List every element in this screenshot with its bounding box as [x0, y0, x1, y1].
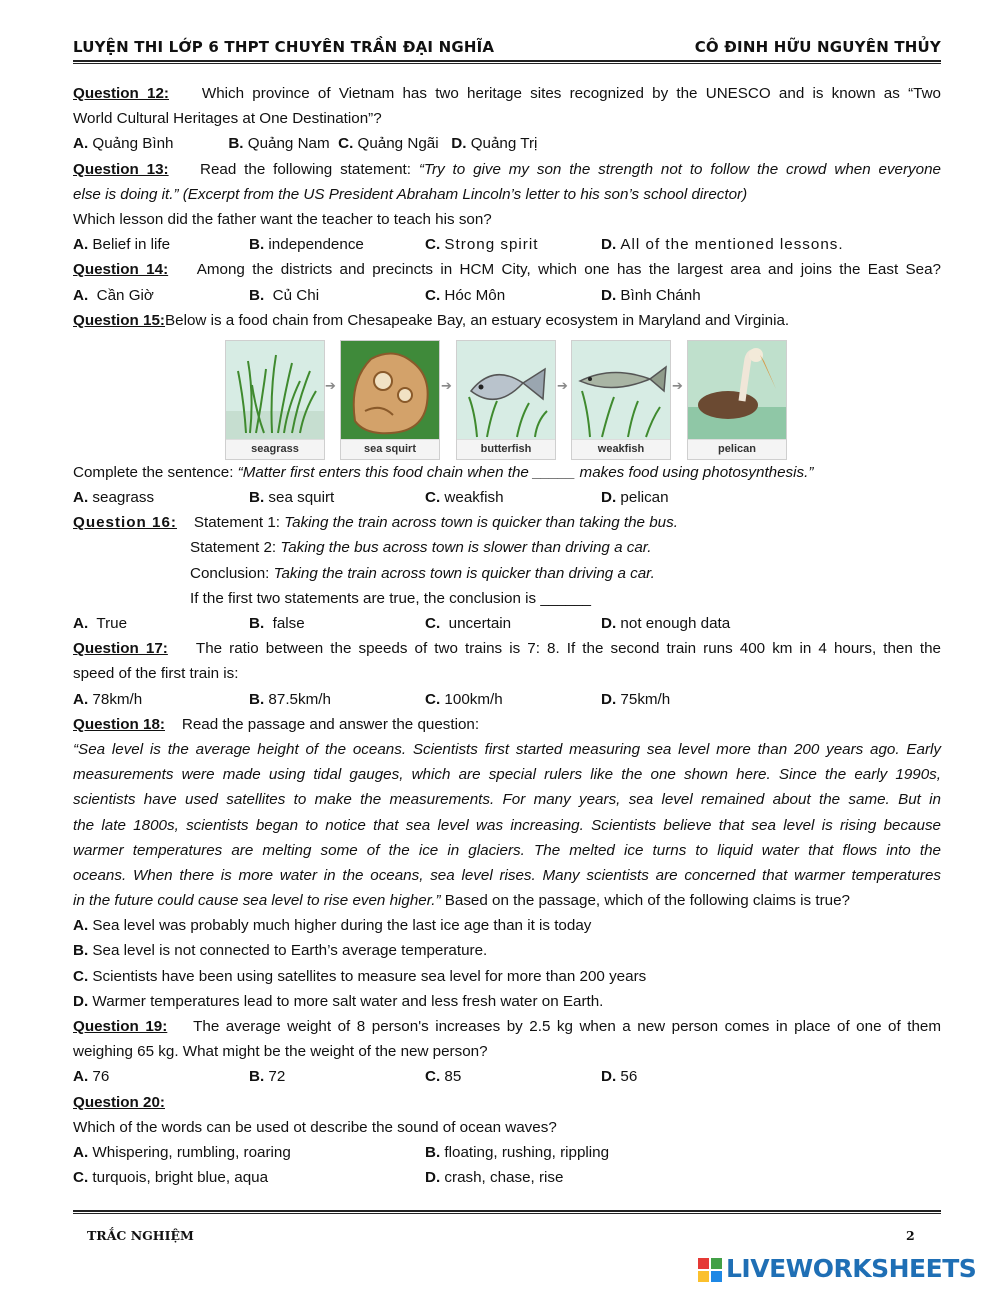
q17-line1: Question 17: The ratio between the speeds of two trains is 7: 8. If the second train runs 400 km in 4 hours, then the	[73, 640, 942, 658]
chain-arrow-icon: ➔	[325, 377, 336, 393]
header-rule-thin	[73, 63, 941, 64]
q20-label: Question 20:	[73, 1093, 165, 1111]
q17-options	[73, 687, 941, 712]
q15-option-b[interactable]: B. sea squirt	[249, 489, 335, 507]
q17-label: Question 17:	[73, 640, 168, 658]
q17-option-a[interactable]: A. 78km/h	[73, 690, 143, 708]
q16-options	[73, 611, 941, 636]
q13-label: Question 13:	[73, 160, 169, 178]
q16-line4: If the first two statements are true, the conclusion is ______	[190, 589, 591, 607]
q14-line1: Question 14: Among the districts and precincts in HCM City, which one has the largest area and joins the East Sea?	[73, 261, 941, 279]
q18-option-a[interactable]: A. Sea level was probably much higher during the last ice age than it is today	[73, 917, 592, 935]
worksheet-content	[73, 81, 941, 1190]
q18-passage-4: the late 1800s, scientists began to notice that sea level was increasing. Scientists believe that sea level is rising because	[73, 816, 941, 834]
q16-label: Question 16:	[73, 514, 177, 532]
q15-line1: Question 15:Below is a food chain from Chesapeake Bay, an estuary ecosystem in Maryland and Virginia.	[73, 311, 790, 329]
footer-rule	[73, 1210, 941, 1212]
q13-option-d[interactable]: D. All of the mentioned lessons.	[601, 236, 844, 254]
q12-line2: World Cultural Heritages at One Destination”?	[73, 110, 382, 128]
q17-option-b[interactable]: B. 87.5km/h	[249, 690, 331, 708]
header-teacher-name: CÔ ĐINH HỮU NGUYÊN THỦY	[694, 38, 941, 56]
q12-option-d[interactable]: D. Quảng Trị	[451, 135, 538, 153]
q16-option-c[interactable]: C. uncertain	[425, 615, 512, 632]
q19-option-b[interactable]: B. 72	[249, 1068, 286, 1086]
chain-arrow-icon: ➔	[672, 377, 683, 393]
q19-option-d[interactable]: D. 56	[601, 1068, 638, 1086]
pelican-image	[688, 341, 786, 439]
food-chain-label-pelican: pelican	[688, 439, 786, 459]
q15-sentence: “Matter first enters this food chain when the _____ makes food using photosynthesis.”	[237, 463, 814, 481]
food-chain-figure	[73, 333, 941, 458]
food-chain-butterfish	[456, 340, 556, 460]
q17-line2: speed of the first train is:	[73, 665, 239, 683]
q18-passage-7: in the future could cause sea level to rise even higher.” Based on the passage, which of the following claims is true?	[73, 892, 850, 910]
q18-passage-1: “Sea level is the average height of the oceans. Scientists first started measuring sea level more than 200 years ago. Early	[73, 740, 941, 758]
q15-option-d[interactable]: D. pelican	[601, 489, 669, 507]
q12-option-b[interactable]: B. Quảng Nam	[228, 135, 330, 153]
q18-passage-2: measurements were made using tidal gauges, which are special rulers like the one shown here. Since the early 1990s,	[73, 766, 941, 784]
q16-option-a[interactable]: A. True	[73, 615, 128, 632]
q20-option-c[interactable]: C. turquois, bright blue, aqua	[73, 1169, 269, 1187]
q19-options	[73, 1064, 941, 1089]
food-chain-seagrass	[225, 340, 325, 460]
food-chain-label-sea-squirt: sea squirt	[341, 439, 439, 459]
q15-label: Question 15:	[73, 311, 165, 329]
q12-text: Which province of Vietnam has two heritage sites recognized by the UNESCO and is known as “Two	[201, 85, 941, 102]
footer-rule-thin	[73, 1213, 941, 1214]
q20-option-d[interactable]: D. crash, chase, rise	[425, 1169, 564, 1187]
food-chain-label-butterfish: butterfish	[457, 439, 555, 459]
q12-option-a[interactable]: A. Quảng Bình	[73, 135, 174, 153]
food-chain-pelican	[687, 340, 787, 460]
q17-option-c[interactable]: C. 100km/h	[425, 690, 503, 708]
butterfish-image	[457, 341, 555, 439]
q16-line1: Question 16: Statement 1: Taking the train across town is quicker than taking the bus.	[73, 514, 678, 532]
weakfish-image	[572, 341, 670, 439]
food-chain-weakfish	[571, 340, 671, 460]
q16-statement-1: Taking the train across town is quicker than taking the bus.	[284, 514, 678, 532]
sea-squirt-image	[341, 341, 439, 439]
q18-option-d[interactable]: D. Warmer temperatures lead to more salt water and less fresh water on Earth.	[73, 992, 604, 1010]
q13-line2: else is doing it.” (Excerpt from the US President Abraham Lincoln’s letter to his son’s school director)	[73, 185, 748, 203]
q14-option-a[interactable]: A. Cần Giờ	[73, 286, 154, 304]
q18-option-b[interactable]: B. Sea level is not connected to Earth’s average temperature.	[73, 942, 488, 960]
q19-line2: weighing 65 kg. What might be the weight of the new person?	[73, 1043, 488, 1061]
liveworksheets-logo-icon	[698, 1258, 722, 1282]
q16-option-b[interactable]: B. false	[249, 615, 305, 632]
liveworksheets-wordmark: LIVEWORKSHEETS	[726, 1254, 977, 1283]
q15-options	[73, 485, 941, 510]
q16-conclusion: Taking the train across town is quicker than driving a car.	[273, 564, 655, 582]
q19-option-a[interactable]: A. 76	[73, 1068, 110, 1086]
q18-label: Question 18:	[73, 715, 165, 733]
chain-arrow-icon: ➔	[557, 377, 568, 393]
q19-label: Question 19:	[73, 1018, 168, 1035]
food-chain-label-weakfish: weakfish	[572, 439, 670, 459]
q12-options	[73, 131, 941, 156]
q13-option-c[interactable]: C. Strong spirit	[425, 236, 539, 254]
q13-option-b[interactable]: B. independence	[249, 236, 364, 254]
footer-section-title: TRẮC NGHIỆM	[87, 1228, 194, 1243]
q15-option-a[interactable]: A. seagrass	[73, 489, 155, 507]
q20-line1	[73, 1090, 941, 1115]
q13-option-a[interactable]: A. Belief in life	[73, 236, 171, 254]
food-chain-label-seagrass: seagrass	[226, 439, 324, 459]
q18-question: Based on the passage, which of the following claims is true?	[440, 892, 850, 910]
q19-line1: Question 19: The average weight of 8 person's increases by 2.5 kg when a new person comes in place of one of them	[73, 1018, 941, 1035]
q18-line1: Question 18: Read the passage and answer the question:	[73, 715, 480, 733]
header-rule	[73, 60, 941, 62]
q14-label: Question 14:	[73, 261, 169, 279]
q16-statement-2: Taking the bus across town is slower than driving a car.	[280, 539, 652, 557]
q19-option-c[interactable]: C. 85	[425, 1068, 462, 1086]
q15-sentence-line: Complete the sentence: “Matter first enters this food chain when the _____ makes food using photosynthesis.”	[73, 463, 814, 481]
q20-option-b[interactable]: B. floating, rushing, rippling	[425, 1143, 610, 1161]
q12-option-c[interactable]: C. Quảng Ngãi	[338, 135, 439, 153]
chain-arrow-icon: ➔	[441, 377, 452, 393]
q20-options-row1	[73, 1140, 941, 1165]
q16-line3: Conclusion: Taking the train across town is quicker than driving a car.	[190, 564, 655, 582]
q12-line1	[73, 81, 941, 106]
q18-option-c[interactable]: C. Scientists have been using satellites to measure sea level for more than 200 years	[73, 967, 647, 985]
q14-option-b[interactable]: B. Củ Chi	[249, 286, 320, 304]
q18-passage-6: oceans. When there is more water in the oceans, sea level rises. Many scientists are concerned that warmer temperatures	[73, 866, 941, 884]
q18-passage-3: scientists have used satellites to make the measurements. For many years, sea level remained about the same. But in	[73, 791, 941, 809]
page-number: 2	[906, 1228, 915, 1243]
page-header	[73, 36, 941, 60]
q14-options	[73, 283, 941, 308]
q14-option-d[interactable]: D. Bình Chánh	[601, 286, 701, 304]
q20-option-a[interactable]: A. Whispering, rumbling, roaring	[73, 1143, 291, 1161]
q13-quote: “Try to give my son the strength not to follow the crowd when everyone	[418, 160, 941, 178]
header-course-title: LUYỆN THI LỚP 6 THPT CHUYÊN TRẦN ĐẠI NGHĨA	[73, 38, 495, 56]
q16-option-d[interactable]: D. not enough data	[601, 615, 731, 632]
q16-line2: Statement 2: Taking the bus across town is slower than driving a car.	[190, 539, 652, 557]
q15-option-c[interactable]: C. weakfish	[425, 489, 504, 507]
q14-option-c[interactable]: C. Hóc Môn	[425, 286, 506, 304]
q20-options-row2	[73, 1165, 941, 1190]
q12-label: Question 12:	[73, 85, 169, 102]
q20-question: Which of the words can be used ot describe the sound of ocean waves?	[73, 1118, 557, 1136]
food-chain-sea-squirt	[340, 340, 440, 460]
q13-line1: Question 13: Read the following statement: “Try to give my son the strength not to follow the crowd when everyone	[73, 160, 941, 178]
q13-question: Which lesson did the father want the teacher to teach his son?	[73, 210, 492, 228]
q18-passage-5: warmer temperatures are melting some of the ice in glaciers. The melted ice turns to liquid water that flows into the	[73, 841, 941, 859]
seagrass-image	[226, 341, 324, 439]
q13-options	[73, 232, 941, 257]
q17-option-d[interactable]: D. 75km/h	[601, 690, 671, 708]
